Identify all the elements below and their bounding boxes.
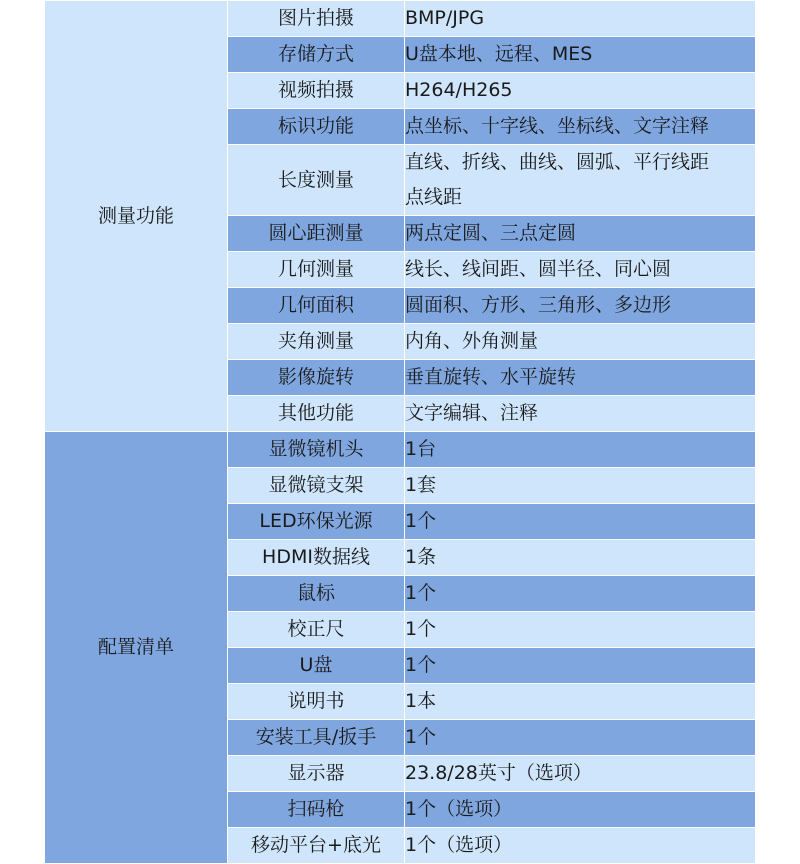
feature-cell: HDMI数据线	[228, 540, 405, 576]
feature-cell: 夹角测量	[228, 324, 405, 360]
feature-cell: 显示器	[228, 756, 405, 792]
value-cell: H264/H265	[405, 73, 756, 109]
feature-cell: 显微镜支架	[228, 468, 405, 504]
feature-cell: 校正尺	[228, 612, 405, 648]
feature-cell: 安装工具/扳手	[228, 720, 405, 756]
feature-cell: 影像旋转	[228, 360, 405, 396]
value-cell: 23.8/28英寸（选项）	[405, 756, 756, 792]
value-cell: 垂直旋转、水平旋转	[405, 360, 756, 396]
value-cell: 圆面积、方形、三角形、多边形	[405, 288, 756, 324]
value-cell: 1个	[405, 720, 756, 756]
feature-cell: 移动平台+底光	[228, 828, 405, 864]
feature-cell: 视频拍摄	[228, 73, 405, 109]
feature-cell: 存储方式	[228, 37, 405, 73]
value-cell	[405, 145, 756, 216]
value-cell: 1个	[405, 504, 756, 540]
feature-cell: 显微镜机头	[228, 432, 405, 468]
value-line-1: 直线、折线、曲线、圆弧、平行线距	[405, 151, 710, 173]
value-cell: U盘本地、远程、MES	[405, 37, 756, 73]
table-row	[45, 432, 756, 468]
value-cell: 1个（选项）	[405, 828, 756, 864]
feature-cell: 图片拍摄	[228, 1, 405, 37]
value-cell: 1个	[405, 576, 756, 612]
feature-cell: 鼠标	[228, 576, 405, 612]
value-cell: 1个（选项）	[405, 792, 756, 828]
feature-cell: 其他功能	[228, 396, 405, 432]
feature-cell: 标识功能	[228, 109, 405, 145]
spec-table	[44, 0, 756, 864]
value-cell: 内角、外角测量	[405, 324, 756, 360]
feature-cell: U盘	[228, 648, 405, 684]
table-row	[45, 1, 756, 37]
feature-cell: 圆心距测量	[228, 216, 405, 252]
feature-cell: 几何面积	[228, 288, 405, 324]
value-line-2: 点线距	[405, 186, 463, 208]
value-cell: 1台	[405, 432, 756, 468]
value-cell: 1条	[405, 540, 756, 576]
value-cell: 线长、线间距、圆半径、同心圆	[405, 252, 756, 288]
feature-cell: LED环保光源	[228, 504, 405, 540]
value-cell: 1套	[405, 468, 756, 504]
value-cell: 文字编辑、注释	[405, 396, 756, 432]
feature-cell: 说明书	[228, 684, 405, 720]
value-cell: BMP/JPG	[405, 1, 756, 37]
value-cell: 1本	[405, 684, 756, 720]
category-cell: 配置清单	[45, 432, 228, 864]
feature-cell: 几何测量	[228, 252, 405, 288]
value-cell: 两点定圆、三点定圆	[405, 216, 756, 252]
value-cell: 点坐标、十字线、坐标线、文字注释	[405, 109, 756, 145]
value-cell: 1个	[405, 612, 756, 648]
category-cell: 测量功能	[45, 1, 228, 432]
feature-cell: 扫码枪	[228, 792, 405, 828]
value-cell: 1个	[405, 648, 756, 684]
feature-cell: 长度测量	[228, 145, 405, 216]
